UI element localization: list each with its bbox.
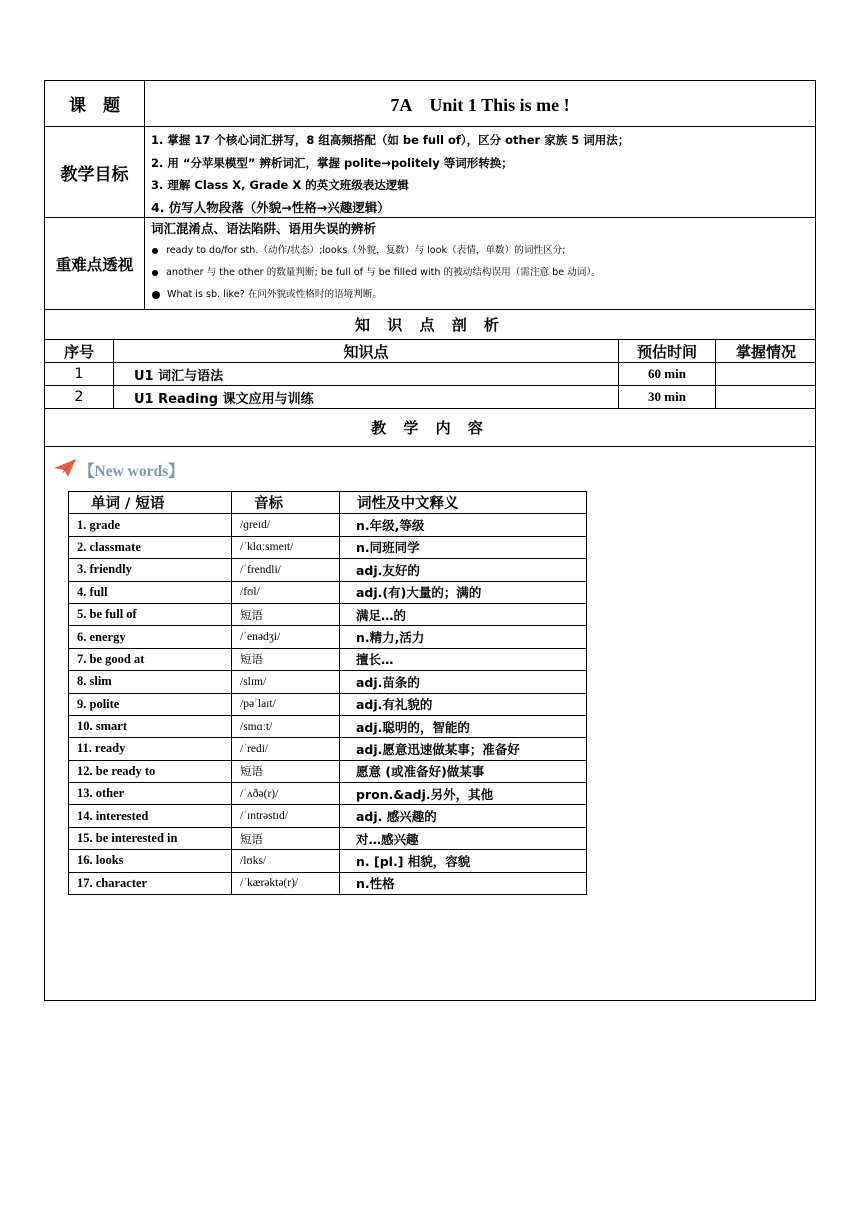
table-row [69,626,587,648]
phonetic-cell: /ˈfrendli/ [232,559,340,581]
meaning-cell: adj.愿意迅速做某事；准备好 [340,738,587,760]
analysis-title: 知 识 点 剖 析 [355,316,505,334]
column-header: 知识点 [343,342,389,361]
word-cell: 16. looks [69,850,232,872]
word-cell: 9. polite [69,693,232,715]
meaning-cell: n.年级,等级 [340,514,587,536]
bullet-icon [152,270,158,276]
word-cell: 8. slim [69,671,232,693]
difficulty-item [151,240,601,262]
column-header: 词性及中文释义 [340,492,587,514]
estimated-time: 60 min [648,366,686,381]
word-cell: 3. friendly [69,559,232,581]
table-row [69,872,587,894]
meaning-cell: 对…感兴趣 [340,827,587,849]
column-header: 预估时间 [636,342,697,361]
meaning-cell: n.同班同学 [340,536,587,558]
word-cell: 11. ready [69,738,232,760]
difficulties-row [45,218,815,310]
phonetic-cell: 短语 [232,603,340,625]
knowledge-point: U1 Reading 课文应用与训练 [134,391,314,407]
phonetic-cell: /slɪm/ [232,671,340,693]
difficulty-text: ready to do/for sth.（动作/状态）;looks（外貌，复数）与 look（表情，单数）的词性区分; [166,245,566,256]
meaning-cell: n.性格 [340,872,587,894]
row-number: 1 [74,366,84,382]
word-cell: 17. character [69,872,232,894]
table-row [69,514,587,536]
phonetic-cell: /ɡreɪd/ [232,514,340,536]
new-words-heading [53,458,184,482]
table-row [69,760,587,782]
phonetic-cell: /ˈkærəktə(r)/ [232,872,340,894]
table-row [69,715,587,737]
table-row [69,581,587,603]
difficulty-item [151,284,601,306]
phonetic-cell: 短语 [232,648,340,670]
mastery-status [716,386,816,408]
meaning-cell: 擅长… [340,648,587,670]
title-row [45,81,815,127]
analysis-title-row [45,310,815,340]
difficulty-item [151,262,601,284]
table-row [69,738,587,760]
difficulty-text: What is sb. like? 在问外貌或性格时的语境判断。 [167,289,383,300]
goal-item: 3. 理解 Class X, Grade X 的英文班级表达逻辑 [151,178,409,192]
goals-label: 教学目标 [60,164,129,185]
phonetic-cell: /lʊks/ [232,850,340,872]
estimated-time: 30 min [648,389,686,404]
table-row [69,850,587,872]
phonetic-cell: /ˈredi/ [232,738,340,760]
difficulties-label: 重难点透视 [55,255,134,274]
row-number: 2 [74,389,84,405]
table-row [45,386,815,409]
paper-plane-icon [53,458,77,482]
column-header: 单词 / 短语 [69,492,232,514]
meaning-cell: n.精力,活力 [340,626,587,648]
table-row [69,559,587,581]
table-row [69,536,587,558]
meaning-cell: adj. 感兴趣的 [340,805,587,827]
word-cell: 5. be full of [69,603,232,625]
difficulties-heading: 词汇混淆点、语法陷阱、语用失误的辨析 [151,221,377,236]
meaning-cell: 满足…的 [340,603,587,625]
goals-list [151,129,629,219]
phonetic-cell: /smɑːt/ [232,715,340,737]
knowledge-table-header [45,340,815,363]
table-row [69,805,587,827]
table-row [45,363,815,386]
goal-item: 2. 用 “分苹果模型” 辨析词汇，掌握 polite→politely 等词形转换； [151,155,513,170]
phonetic-cell: /ˈɪntrəstɪd/ [232,805,340,827]
difficulty-text: another 与 the other 的数量判断; be full of 与 be filled with 的被动结构误用（需注意 be 动词）。 [166,267,601,278]
table-row [69,783,587,805]
table-row [69,671,587,693]
phonetic-cell: /ˈklɑːsmeɪt/ [232,536,340,558]
table-row [69,603,587,625]
knowledge-point: U1 词汇与语法 [134,368,224,384]
meaning-cell: adj.聪明的，智能的 [340,715,587,737]
bullet-icon [152,248,158,254]
goals-row [45,127,815,218]
phonetic-cell: /fʊl/ [232,581,340,603]
meaning-cell: adj.友好的 [340,559,587,581]
meaning-cell: 愿意 (或准备好)做某事 [340,760,587,782]
meaning-cell: pron.&adj.另外，其他 [340,783,587,805]
phonetic-cell: /pəˈlaɪt/ [232,693,340,715]
content-title: 教 学 内 容 [371,419,489,437]
phonetic-cell: /ˈenədʒi/ [232,626,340,648]
word-cell: 14. interested [69,805,232,827]
difficulties-list [151,218,601,306]
column-header: 音标 [232,492,340,514]
bullet-icon [152,291,160,299]
word-cell: 4. full [69,581,232,603]
subject-label: 课 题 [69,96,120,116]
meaning-cell: n. [pl.] 相貌，容貌 [340,850,587,872]
column-header: 序号 [63,342,94,361]
phonetic-cell: 短语 [232,760,340,782]
goal-item: 4. 仿写人物段落（外貌→性格→兴趣逻辑） [151,199,390,215]
table-row [69,827,587,849]
unit-title: 7A Unit 1 This is me ! [390,94,570,115]
meaning-cell: adj.苗条的 [340,671,587,693]
phonetic-cell: /ˈʌðə(r)/ [232,783,340,805]
new-words-label: 【New words】 [79,463,184,480]
goal-item: 1. 掌握 17 个核心词汇拼写，8 组高频搭配（如 be full of），区分 other 家族 5 词用法； [151,133,630,147]
meaning-cell: adj.(有)大量的；满的 [340,581,587,603]
vocabulary-table [68,491,587,895]
phonetic-cell: 短语 [232,827,340,849]
table-row [69,693,587,715]
word-cell: 1. grade [69,514,232,536]
word-cell: 13. other [69,783,232,805]
word-cell: 7. be good at [69,648,232,670]
table-row [69,648,587,670]
word-cell: 6. energy [69,626,232,648]
meaning-cell: adj.有礼貌的 [340,693,587,715]
vocabulary-header-row [69,492,587,514]
word-cell: 15. be interested in [69,827,232,849]
content-title-row [45,409,815,447]
word-cell: 12. be ready to [69,760,232,782]
mastery-status [716,363,816,385]
column-header: 掌握情况 [735,342,796,361]
word-cell: 10. smart [69,715,232,737]
word-cell: 2. classmate [69,536,232,558]
